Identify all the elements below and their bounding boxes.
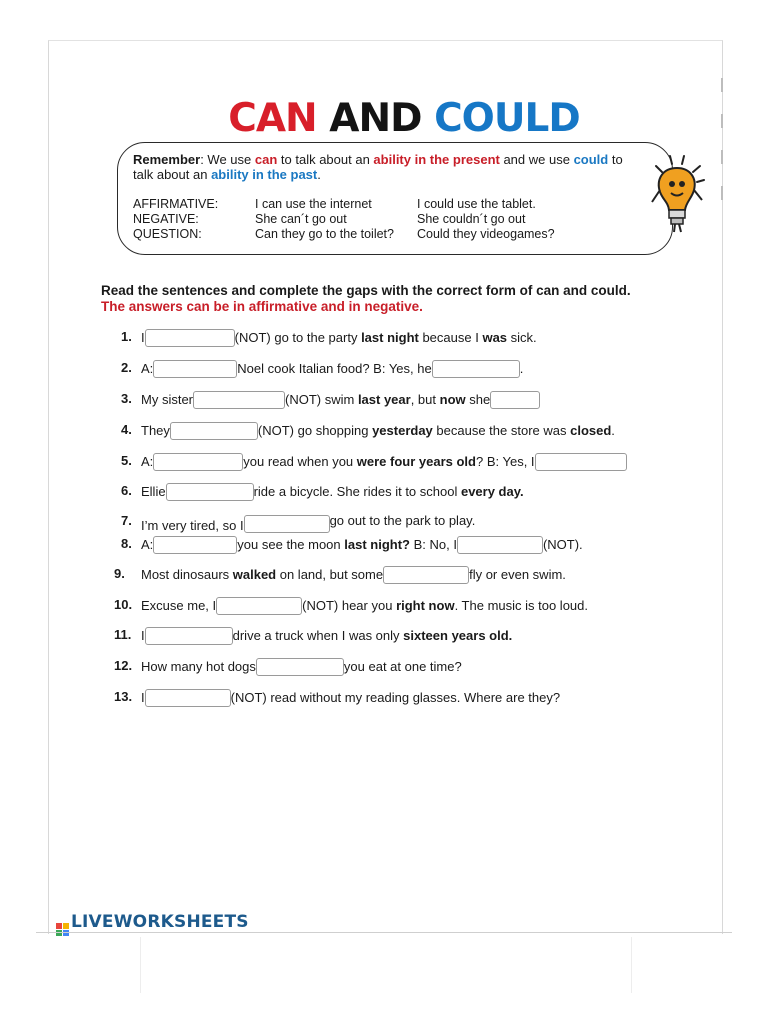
text: I (141, 628, 145, 643)
text: on land, but some (276, 567, 384, 582)
text: because I (418, 330, 483, 345)
remember-label: Remember (133, 152, 201, 167)
text: They (141, 423, 170, 438)
answer-gap-3b[interactable] (490, 391, 540, 409)
question-12 (141, 658, 462, 676)
question-number: 5. (121, 453, 132, 468)
text: . (611, 423, 615, 438)
answer-gap-4[interactable] (170, 422, 258, 440)
keyword-can: can (254, 152, 278, 167)
answer-gap-3a[interactable] (193, 391, 285, 409)
keyword-could: could (573, 152, 609, 167)
text: walked (232, 567, 277, 582)
text: fly or even swim. (469, 567, 566, 582)
text: Noel cook Italian food? B: Yes, he (237, 361, 432, 376)
question-3 (141, 391, 540, 409)
text: last night (361, 330, 419, 345)
page-edge-mark (721, 186, 723, 200)
text: to (608, 152, 623, 167)
text: to talk about an (277, 152, 374, 167)
text: because the store was (432, 423, 571, 438)
text: you read when you (243, 454, 357, 469)
text: . (317, 167, 321, 182)
text: . (519, 361, 524, 376)
text: (NOT) read without my reading glasses. Where are they? (230, 690, 561, 705)
ability-past: ability in the past (211, 167, 318, 182)
text: Most dinosaurs (141, 567, 233, 582)
text: B: No, I (409, 537, 457, 552)
text: closed (570, 423, 612, 438)
question-4 (141, 422, 615, 440)
page-edge-mark (721, 150, 723, 164)
question-number: 3. (121, 391, 132, 406)
text: (NOT) go to the party (234, 330, 362, 345)
divider (36, 932, 732, 933)
text: A: (141, 537, 154, 552)
question-number: 1. (121, 329, 132, 344)
title-can: CAN (228, 96, 317, 141)
text: was (482, 330, 508, 345)
text: go out to the park to play. (329, 513, 476, 528)
question-number: 8. (121, 536, 132, 551)
instructions-line-2: The answers can be in affirmative and in negative. (101, 299, 423, 314)
example-could-negative: She couldn´t go out (417, 212, 526, 226)
question-11 (141, 627, 512, 645)
ability-present: ability in the present (373, 152, 500, 167)
text: I (141, 690, 145, 705)
text: ride a bicycle. She rides it to school (253, 484, 461, 499)
text: : We use (200, 152, 255, 167)
footer-frame (140, 937, 632, 993)
question-13 (141, 689, 560, 707)
question-number: 6. (121, 483, 132, 498)
question-1 (141, 329, 537, 347)
text: every day. (460, 484, 524, 499)
text: , but (410, 392, 440, 407)
label-affirmative: AFFIRMATIVE: (133, 197, 219, 211)
answer-gap-1[interactable] (145, 329, 235, 347)
question-7 (141, 513, 475, 534)
question-10 (141, 597, 588, 615)
question-number: 7. (121, 513, 132, 528)
question-number: 2. (121, 360, 132, 375)
answer-gap-9[interactable] (383, 566, 469, 584)
answer-gap-11[interactable] (145, 627, 233, 645)
text: last night? (344, 537, 410, 552)
question-2 (141, 360, 523, 378)
text: Ellie (141, 484, 166, 499)
text: you eat at one time? (343, 659, 462, 674)
logo-icon (56, 923, 69, 936)
question-5 (141, 453, 627, 471)
worksheet-title (0, 96, 768, 141)
label-negative: NEGATIVE: (133, 212, 199, 226)
text: and we use (499, 152, 574, 167)
text: I’m very tired, so I (141, 518, 244, 533)
title-could: COULD (434, 96, 580, 141)
text: (NOT) go shopping (257, 423, 373, 438)
text: (NOT) swim (285, 392, 358, 407)
answer-gap-2a[interactable] (153, 360, 237, 378)
can-examples (255, 197, 394, 242)
example-labels (133, 197, 218, 242)
question-9 (141, 566, 566, 584)
instructions (101, 283, 631, 315)
answer-gap-7[interactable] (244, 515, 330, 533)
question-number: 10. (114, 597, 133, 612)
text: (NOT) hear you (302, 598, 397, 613)
question-number: 12. (114, 658, 133, 673)
answer-gap-12[interactable] (256, 658, 344, 676)
answer-gap-2b[interactable] (432, 360, 520, 378)
example-can-affirmative: I can use the internet (255, 197, 372, 211)
question-8 (141, 536, 583, 554)
logo-text: LIVEWORKSHEETS (71, 912, 249, 932)
text: A: (141, 361, 154, 376)
could-examples (417, 197, 555, 242)
text: talk about an (133, 167, 212, 182)
text: yesterday (372, 423, 433, 438)
example-could-question: Could they videogames? (417, 227, 555, 241)
text: sick. (507, 330, 537, 345)
question-number: 11. (114, 627, 132, 642)
text: My sister (141, 392, 193, 407)
text: Excuse me, I (141, 598, 217, 613)
text: sixteen years old. (403, 628, 513, 643)
lightbulb-icon (648, 152, 708, 234)
answer-gap-8a[interactable] (153, 536, 237, 554)
text: now (439, 392, 466, 407)
text: you see the moon (237, 537, 345, 552)
text: she (465, 392, 491, 407)
question-number: 4. (121, 422, 132, 437)
text: . The music is too loud. (454, 598, 588, 613)
text: I (141, 330, 145, 345)
answer-gap-6[interactable] (166, 483, 254, 501)
answer-gap-5a[interactable] (153, 453, 243, 471)
text: ? B: Yes, I (475, 454, 535, 469)
text: were four years old (356, 454, 476, 469)
text: How many hot dogs (141, 659, 256, 674)
answer-gap-13[interactable] (145, 689, 231, 707)
text: drive a truck when I was only (232, 628, 404, 643)
question-number: 9. (114, 566, 125, 581)
example-can-question: Can they go to the toilet? (255, 227, 394, 241)
answer-gap-8b[interactable] (457, 536, 543, 554)
label-question: QUESTION: (133, 227, 202, 241)
instructions-line-1: Read the sentences and complete the gaps with the correct form of can and could. (101, 283, 631, 298)
text: last year (357, 392, 411, 407)
answer-gap-10[interactable] (216, 597, 302, 615)
text: A: (141, 454, 154, 469)
answer-gap-5b[interactable] (535, 453, 627, 471)
remember-text (133, 152, 653, 182)
example-can-negative: She can´t go out (255, 212, 347, 226)
title-and: AND (329, 96, 422, 141)
example-could-affirmative: I could use the tablet. (417, 197, 536, 211)
question-6 (141, 483, 524, 501)
text: (NOT). (542, 537, 583, 552)
text: right now (396, 598, 455, 613)
page-edge-mark (721, 78, 723, 92)
question-number: 13. (114, 689, 133, 704)
